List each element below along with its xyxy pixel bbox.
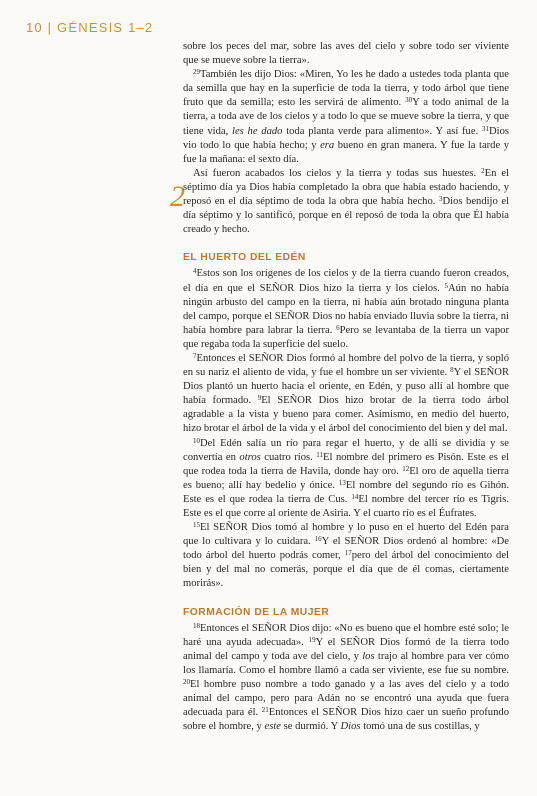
- italic-text: este: [264, 721, 281, 733]
- italic-text: otros: [239, 451, 261, 463]
- verse-text: Estos son los orígenes de los cielos y de la tierra cuando fueron creados, el día en que el SEÑOR Dios hizo la tierra y los cielos.: [183, 268, 509, 294]
- verse-number: 12: [402, 464, 410, 473]
- verse-text: Dios bendijo el día séptimo y lo santificó, porque en él reposó de toda la obra que Él había creado y hecho.: [183, 196, 510, 236]
- verse-text: trajo al hombre para ver cómo los llamaría. Como el hombre llamó a cada ser viviente, ese fue su nombre.: [183, 650, 509, 676]
- verse-number: 16: [314, 535, 322, 544]
- verse-number: 20: [183, 678, 190, 687]
- verse-number: 31: [481, 124, 489, 133]
- verse-text: En el séptimo día ya Dios había completado la obra que había estado haciendo, y reposó en el día séptimo de toda la obra que había hecho.: [183, 167, 509, 208]
- verse-text: Y el SEÑOR Dios formó de la tierra todo animal del campo y toda ave del cielo, y: [183, 636, 509, 662]
- verse-number: 17: [344, 549, 352, 558]
- verse-paragraph: [183, 437, 509, 522]
- verse-text: Entonces el SEÑOR Dios hizo caer un sueño profundo sobre el hombre, y: [183, 707, 509, 733]
- verse-paragraph: [183, 352, 509, 437]
- verse-text: Y el SEÑOR Dios ordenó al hombre: «De todo árbol del huerto podrás comer,: [183, 536, 510, 562]
- verse-paragraph: [183, 267, 509, 352]
- verse-text: Y el SEÑOR Dios plantó un huerto hacia el oriente, en Edén, y puso allí al hombre que había formado.: [183, 367, 510, 407]
- verse-text: El nombre del primero es Pisón. Este es el que rodea toda la tierra de Havila, donde hay oro.: [183, 451, 509, 477]
- running-header: 10 | GÉNESIS 1–2: [26, 20, 154, 35]
- verse-number: 8: [450, 366, 454, 375]
- verse-text: Entonces el SEÑOR Dios formó al hombre del polvo de la tierra, y sopló en su nariz el aliento de vida, y fue el hombre un ser viviente.: [183, 352, 509, 379]
- verse-text: se durmió. Y: [280, 721, 341, 733]
- verse-text: Aún no había ningún arbusto del campo en la tierra, ni había aún brotado ninguna planta del campo, porque el SEÑOR Dios no había enviado lluvia sobre la tierra, ni había hombre para labrar la tierra.: [183, 282, 510, 336]
- verse-text: El hombre puso nombre a todo ganado y a las aves del cielo y a todo animal del campo, pero para Adán no se encontró una ayuda que fuera adecuada para él.: [183, 679, 509, 719]
- verse-text: Entonces el SEÑOR Dios dijo: «No es bueno que el hombre esté solo; le haré una ayuda adecuada».: [183, 622, 509, 648]
- verse-text: Dios vio todo lo que había hecho; y: [183, 125, 509, 151]
- verse-text: El nombre del tercer río es Tigris. Este es el que corre al oriente de Asiria. Y el cuarto río es el Éufrates.: [183, 493, 509, 519]
- verse-number: 21: [261, 706, 269, 715]
- verse-number: 18: [193, 621, 200, 630]
- verse-number: 6: [336, 323, 340, 332]
- verse-text: El nombre del segundo río es Gihón. Este es el que rodea la tierra de Cus.: [183, 479, 509, 505]
- italic-text: les he dado: [232, 125, 283, 137]
- verse-number: 4: [193, 267, 197, 276]
- italic-text: los: [362, 650, 375, 662]
- italic-text: Dios: [340, 721, 361, 733]
- verse-text: bueno en gran manera. Y fue la tarde y fue la mañana: el sexto día.: [183, 139, 510, 165]
- verse-text: sobre los peces del mar, sobre las aves del cielo y sobre todo ser viviente que se mueve sobre la tierra».: [183, 41, 509, 67]
- verse-paragraph: [183, 521, 509, 591]
- verse-number: 13: [338, 478, 346, 487]
- verse-number: 14: [351, 492, 359, 501]
- section-heading: EL HUERTO DEL EDÉN: [183, 252, 306, 264]
- verse-text: cuatro ríos.: [260, 451, 317, 463]
- verse-number: 15: [193, 521, 200, 530]
- verse-number: 19: [308, 635, 316, 644]
- verse-text: Así fueron acabados los cielos y la tierra y todas sus huestes.: [193, 167, 482, 179]
- chapter-number: 2: [170, 180, 185, 213]
- verse-text: toda planta verde para alimento». Y así fue.: [282, 125, 482, 137]
- text-column: [183, 40, 509, 734]
- verse-number: 2: [481, 166, 485, 175]
- verse-number: 30: [405, 96, 413, 105]
- section-heading: FORMACIÓN DE LA MUJER: [183, 606, 330, 618]
- verse-number: 11: [316, 450, 324, 459]
- verse-paragraph: [183, 68, 509, 167]
- verse-text: Del Edén salía un río para regar el huerto, y de allí se dividía y se convertía en: [183, 437, 509, 463]
- verse-paragraph: [183, 622, 509, 735]
- verse-paragraph: [183, 167, 509, 237]
- verse-number: 29: [193, 68, 200, 77]
- verse-text: El SEÑOR Dios tomó al hombre y lo puso en el huerto del Edén para que lo cultivara y lo cuidara.: [183, 522, 509, 548]
- verse-number: 5: [444, 281, 448, 290]
- verse-text: El oro de aquella tierra es bueno; allí hay bedelio y ónice.: [183, 465, 509, 491]
- italic-text: era: [320, 139, 335, 151]
- verse-text: Y a todo animal de la tierra, a toda ave de los cielos y a todo lo que se mueve sobre la tierra, y que tiene vida,: [183, 97, 509, 137]
- verse-paragraph: [183, 40, 509, 68]
- verse-number: 10: [193, 436, 200, 445]
- verse-text: El SEÑOR Dios hizo brotar de la tierra todo árbol agradable a la vista y bueno para comer. Asimismo, en medio del huerto, hizo brotar el árbol de la vida y el árbol del conocimiento del bien y del mal.: [183, 395, 509, 435]
- verse-number: 3: [438, 195, 443, 204]
- verse-text: tomó una de sus costillas, y: [360, 721, 480, 733]
- verse-text: pero del árbol del conocimiento del bien y del mal no comerás, porque el día que de él comas, ciertamente morirás».: [183, 550, 509, 590]
- verse-text: También les dijo Dios: «Miren, Yo les he dado a ustedes toda planta que da semilla que hay en la superficie de toda la tierra, y todo árbol que tiene fruto que da semilla; esto les servirá de alimento.: [183, 69, 509, 109]
- verse-text: Pero se levantaba de la tierra un vapor que regaba toda la superficie del suelo.: [183, 324, 510, 350]
- verse-number: 7: [193, 351, 197, 360]
- verse-number: 9: [257, 394, 262, 403]
